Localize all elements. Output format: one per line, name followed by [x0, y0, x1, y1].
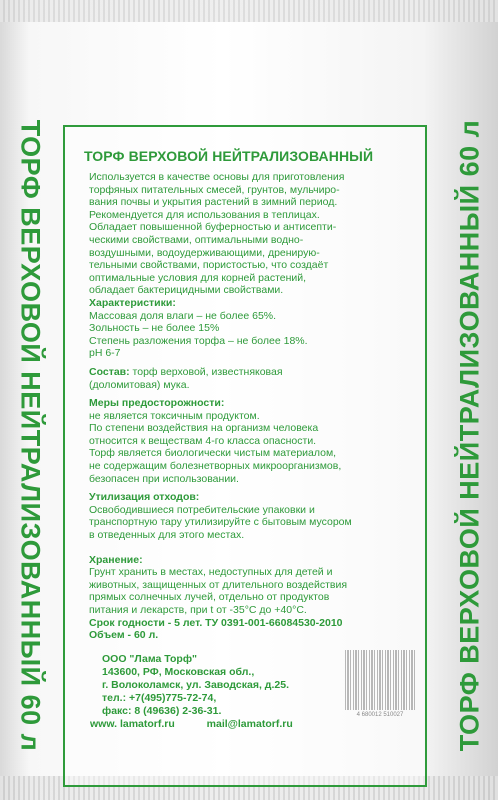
description-line: воздушными, водоудерживающими, дренирую- [89, 246, 320, 259]
storage-heading: Хранение: [89, 553, 143, 566]
storage-line: Грунт хранить в местах, недоступных для детей и [89, 566, 333, 579]
vendor-line: 143600, РФ, Московская обл., [102, 666, 255, 678]
description-line: Обладает повышенной буферностью и антисепти- [89, 221, 337, 234]
description-line: торфяных питательных смесей, грунтов, мульчиро- [89, 183, 340, 196]
side-title-right: ТОРФ ВЕРХОВОЙ НЕЙТРАЛИЗОВАННЫЙ 60 л [454, 119, 485, 751]
characteristic-line: Степень разложения торфа – не более 18%. [89, 334, 308, 347]
volume: Объем - 60 л. [89, 629, 159, 642]
storage-line: питания и лекарств, при t от -35°С до +40°С. [89, 604, 307, 616]
characteristics-heading: Характеристики: [89, 296, 176, 309]
precaution-line: безопасен при использовании. [89, 472, 239, 485]
composition-text: торф верховой, известняковая [129, 365, 283, 378]
side-title-left: ТОРФ ВЕРХОВОЙ НЕЙТРАЛИЗОВАННЫЙ 60 л [15, 119, 46, 751]
vendor-block [90, 653, 293, 731]
precaution-line: относится к веществам 4-го класса опасности. [89, 434, 317, 447]
disposal-line: в отведенных для этого местах. [89, 529, 245, 542]
precaution-line: По степени воздействия на организм человека [89, 422, 319, 435]
vendor-line: ООО "Лама Торф" [102, 653, 197, 665]
disposal-line: транспортную тару утилизируйте с бытовым мусором [89, 516, 352, 529]
email-link[interactable]: mail@lamatorf.ru [206, 718, 293, 730]
disposal-line: Освободившиеся потребительские упаковки и [89, 503, 315, 516]
label-content [89, 171, 419, 642]
composition-heading: Состав: [89, 365, 130, 378]
barcode [345, 650, 415, 710]
precaution-line: Торф является биологически чистым материалом, [89, 447, 337, 460]
disposal-heading: Утилизация отходов: [89, 491, 200, 504]
description [89, 171, 419, 297]
product-title: ТОРФ ВЕРХОВОЙ НЕЙТРАЛИЗОВАННЫЙ [84, 148, 374, 164]
precaution-line: не является токсичным продуктом. [89, 409, 260, 422]
description-line: ческими свойствами, оптимальными водно- [89, 233, 304, 246]
precaution-line: не содержащим болезнетворных микроорганизмов, [89, 460, 342, 473]
description-line: Используется в качестве основы для приготовления [89, 171, 345, 183]
description-line: вания почвы и укрытия растений в зимний период. [89, 196, 338, 209]
description-line: тельными свойствами, пористостью, что создаёт [89, 259, 329, 272]
precautions-heading: Меры предосторожности: [89, 397, 225, 410]
storage-line: прямых солнечных лучей, отдельно от продуктов [89, 591, 330, 604]
bag-top-seal [0, 0, 498, 22]
website-link[interactable]: www. lamatorf.ru [90, 718, 175, 730]
characteristic-line: Зольность – не более 15% [89, 322, 220, 335]
contacts-line [90, 718, 293, 731]
composition [89, 366, 419, 379]
characteristic-line: Массовая доля влаги – не более 65%. [89, 309, 277, 322]
vendor-line: факс: 8 (49636) 2-36-31. [102, 705, 222, 717]
characteristic-line: pH 6-7 [89, 347, 121, 360]
description-line: обладает бактерицидными свойствами. [89, 284, 284, 297]
shelf-life: Срок годности - 5 лет. ТУ 0391-001-66084530-2010 [89, 616, 343, 629]
description-line: оптимальные условия для корней растений, [89, 271, 307, 284]
barcode-number: 4 680012 510027 [356, 712, 404, 718]
composition-text-2: (доломитовая) мука. [89, 378, 190, 391]
vendor-line: тел.: +7(495)775-72-74, [102, 692, 217, 704]
storage-line: животных, защищенных от длительного воздействия [89, 578, 348, 591]
description-line: Рекомендуется для использования в теплицах. [89, 208, 320, 221]
vendor-line: г. Волоколамск, ул. Заводская, д.25. [102, 679, 289, 691]
